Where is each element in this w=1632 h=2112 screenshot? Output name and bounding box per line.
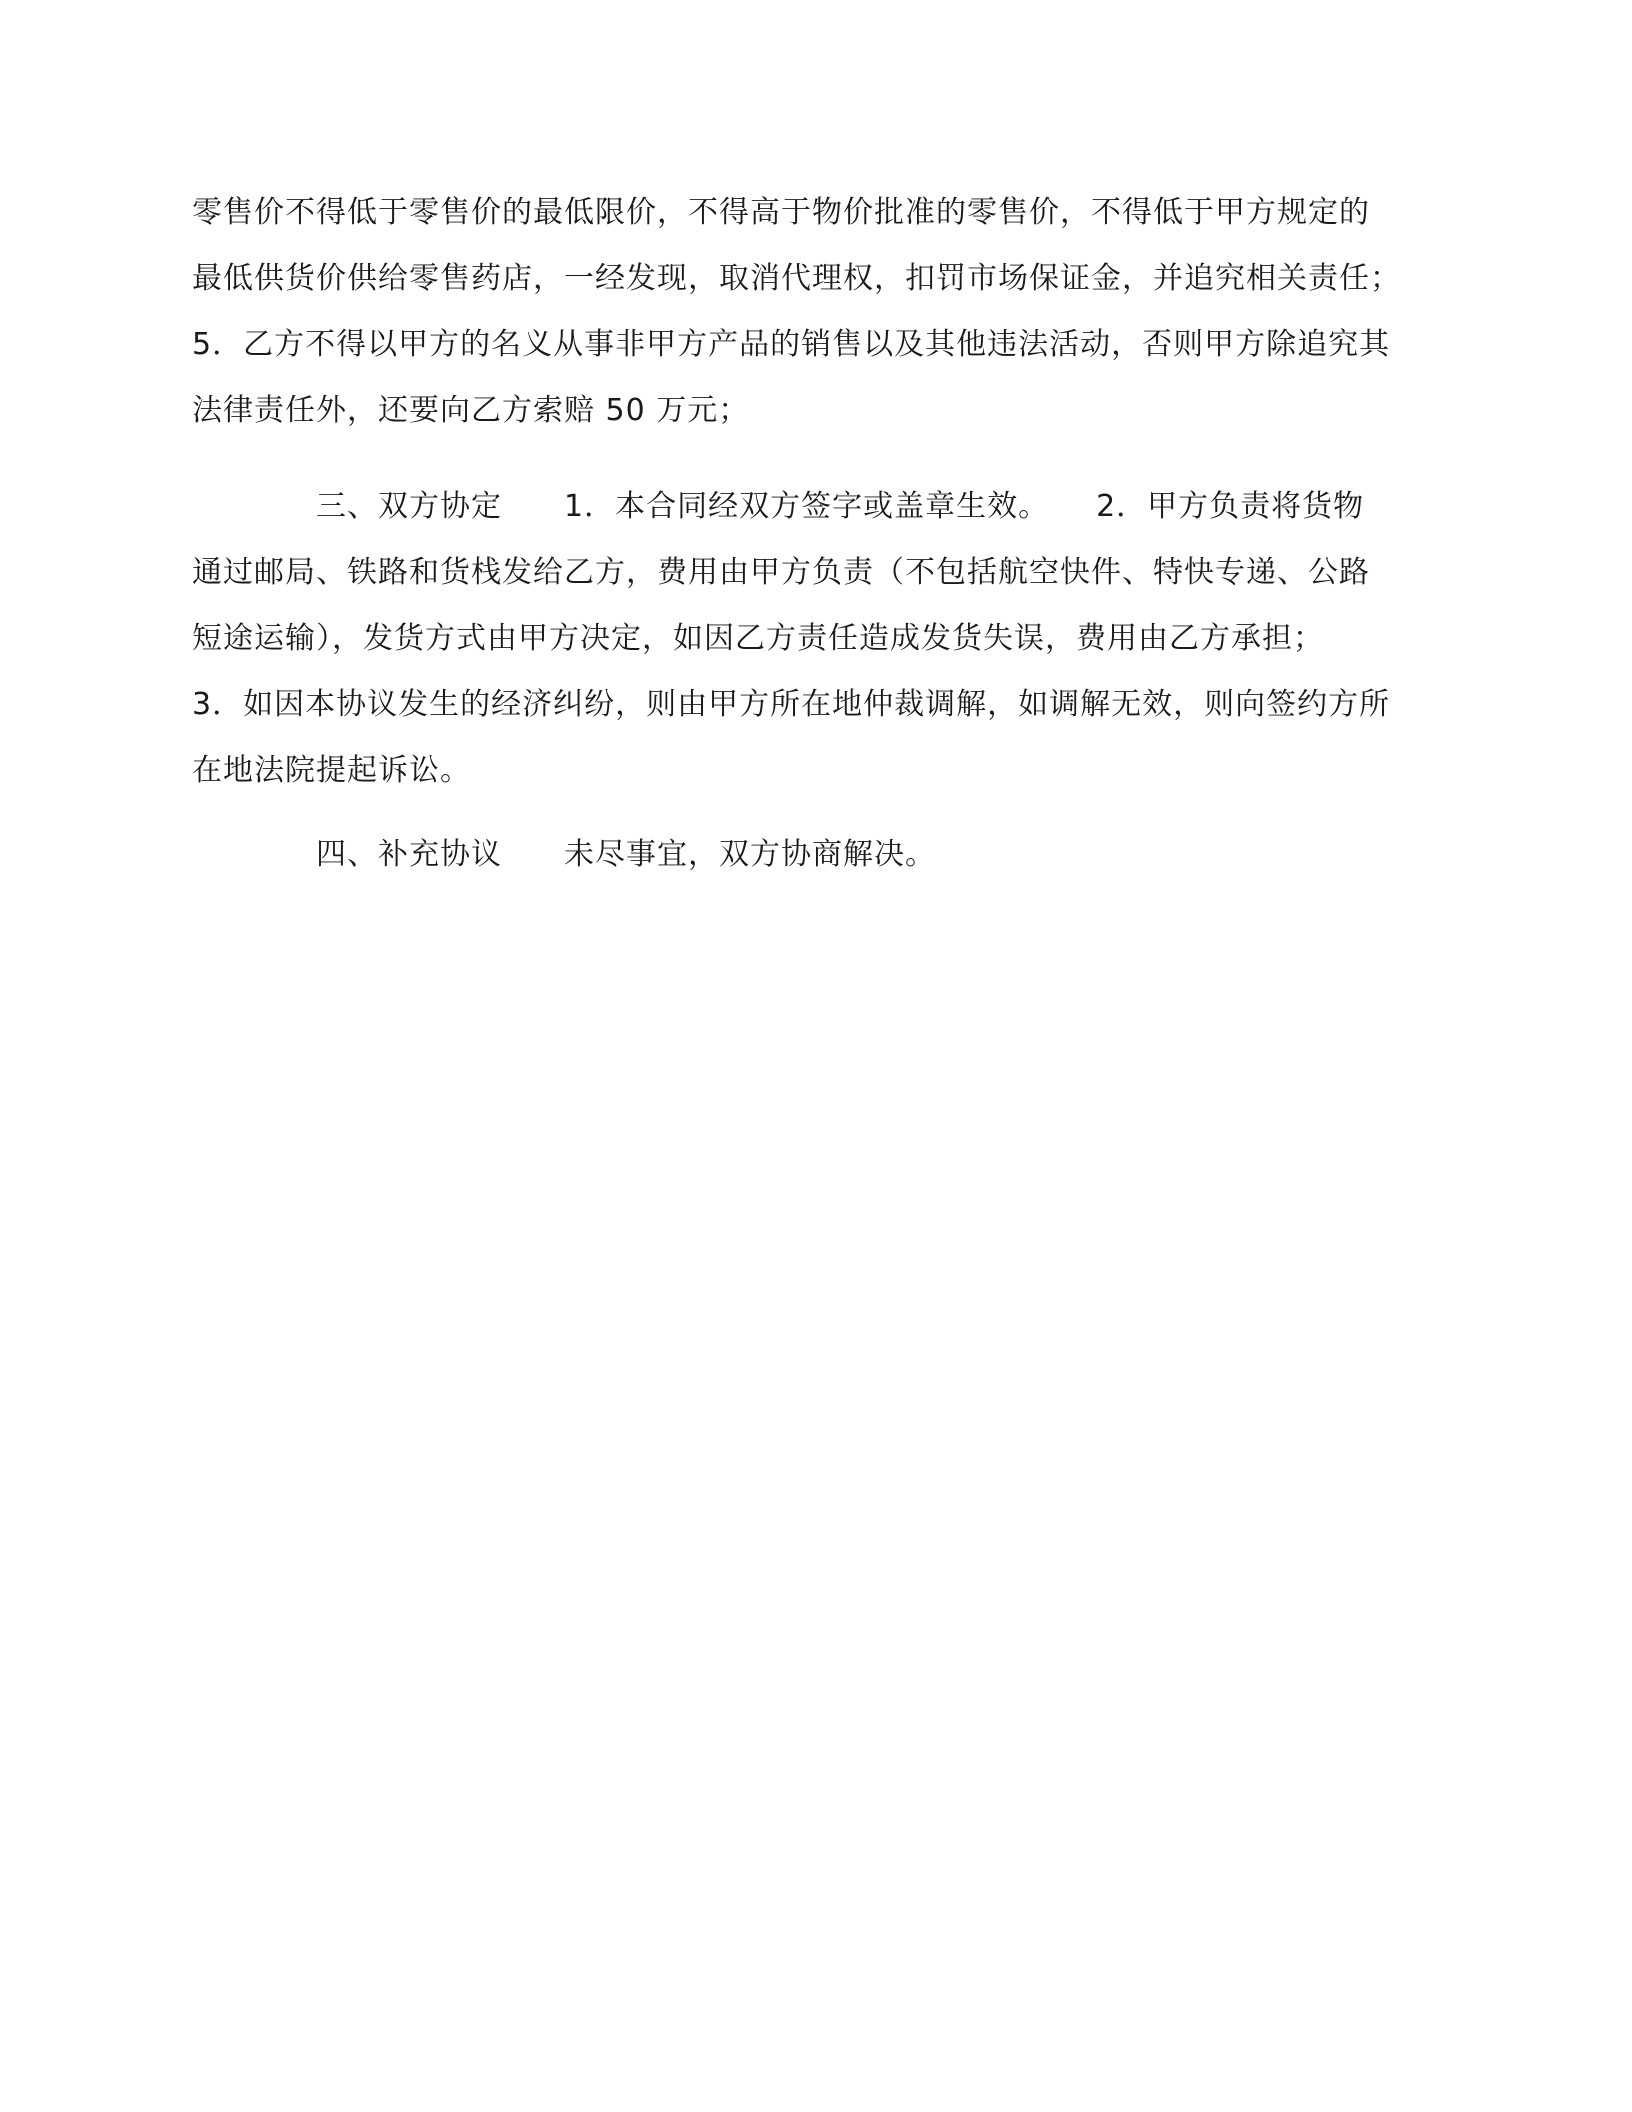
paragraph-line: 四、补充协议 未尽事宜，双方协商解决。 [192, 837, 936, 872]
section-mutual-agreement [192, 474, 1452, 804]
paragraph-line: 法律责任外，还要向乙方索赔 50 万元； [192, 393, 750, 428]
paragraph-line: 通过邮局、铁路和货栈发给乙方，费用由甲方负责（不包括航空快件、特快专递、公路 [192, 555, 1370, 590]
paragraph-pricing-terms [192, 180, 1452, 444]
paragraph-line: 3．如因本协议发生的经济纠纷，则由甲方所在地仲裁调解，如调解无效，则向签约方所 [192, 687, 1391, 722]
section-supplementary-agreement [192, 822, 1452, 888]
paragraph-line: 零售价不得低于零售价的最低限价，不得高于物价批准的零售价，不得低于甲方规定的 [192, 195, 1370, 230]
paragraph-line: 5．乙方不得以甲方的名义从事非甲方产品的销售以及其他违法活动，否则甲方除追究其 [192, 327, 1391, 362]
paragraph-line: 三、双方协定 1．本合同经双方签字或盖章生效。 2．甲方负责将货物 [192, 489, 1365, 524]
paragraph-line: 在地法院提起诉讼。 [192, 753, 471, 788]
paragraph-line: 短途运输），发货方式由甲方决定，如因乙方责任造成发货失误，费用由乙方承担； [192, 621, 1324, 656]
paragraph-line: 最低供货价供给零售药店，一经发现，取消代理权，扣罚市场保证金，并追究相关责任； [192, 261, 1401, 296]
